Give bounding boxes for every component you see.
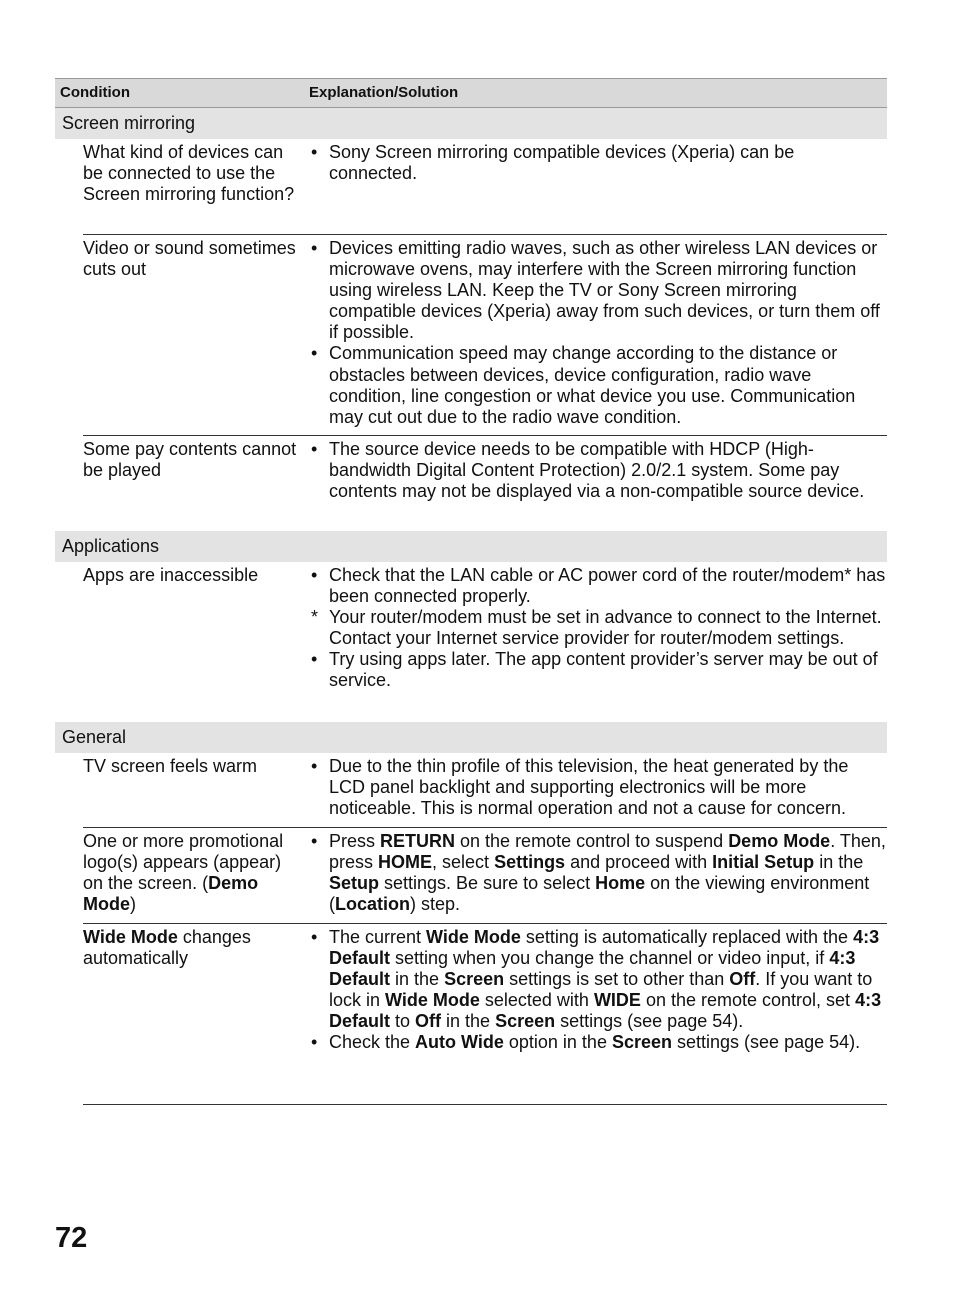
plain-text: on the remote control to suspend [455, 831, 729, 851]
emph-text: Screen [495, 1011, 556, 1032]
page-number: 72 [55, 1222, 88, 1254]
plain-text: settings. Be sure to select [379, 873, 596, 894]
bullet-marker: • [311, 756, 318, 776]
bullet-marker: • [311, 927, 318, 947]
plain-text: The current [329, 927, 427, 947]
plain-text: . If you want to lock in [329, 969, 873, 1011]
plain-text: , select [432, 852, 495, 873]
emph-text: 4:3 Default [329, 948, 856, 990]
condition-text: ) [130, 894, 136, 915]
list-item [309, 142, 887, 184]
item-text [329, 831, 886, 914]
list-item [309, 238, 887, 343]
emph-text: Demo Mode [728, 831, 831, 851]
emph-text: 4:3 Default [329, 990, 882, 1032]
condition-header: Condition [60, 84, 130, 101]
emph-text: WIDE [593, 990, 641, 1011]
condition-cell [83, 828, 301, 915]
condition-cell: Some pay contents cannot be played [83, 439, 297, 481]
section-title: Applications [62, 536, 160, 556]
explanation-cell [309, 562, 887, 699]
item-text [329, 1032, 860, 1052]
item-text: Try using apps later. The app content provider’s server may be out of service. [329, 649, 878, 691]
condition-cell: TV screen feels warm [83, 756, 258, 776]
plain-text: selected with [479, 990, 594, 1011]
emph-text: RETURN [380, 831, 456, 851]
item-text: The source device needs to be compatible with HDCP (High-bandwidth Digital Content Protection) 2.0/2.1 system. Some pay contents may not be displayed via a non-compatible source device. [329, 439, 865, 502]
plain-text: to [390, 1011, 416, 1032]
bullet-marker: • [311, 439, 318, 459]
section-title: Screen mirroring [62, 113, 196, 133]
plain-text: on the viewing environment ( [329, 873, 870, 915]
condition-emph: Demo Mode [83, 873, 259, 915]
emph-text: Wide Mode [426, 927, 521, 947]
explanation-cell [309, 139, 887, 191]
table-row [83, 235, 887, 436]
condition-cell: Apps are inaccessible [83, 565, 259, 585]
table-row [83, 924, 887, 1105]
condition-cell: What kind of devices can be connected to use the Screen mirroring function? [83, 142, 295, 205]
list-item [309, 649, 887, 691]
plain-text: in the [814, 852, 864, 873]
emph-text: Initial Setup [712, 852, 815, 873]
emph-text: Auto Wide [415, 1032, 504, 1053]
condition-cell [83, 924, 301, 969]
plain-text: on the remote control, set [640, 990, 856, 1011]
explanation-cell [309, 753, 887, 826]
emph-text: Wide Mode [385, 990, 480, 1011]
emph-text: Home [595, 873, 646, 894]
troubleshooting-table [55, 78, 887, 1105]
list-item [309, 565, 887, 607]
table-header [55, 78, 887, 108]
plain-text: and proceed with [565, 852, 713, 873]
plain-text: . Then, press [329, 831, 886, 873]
plain-text: setting is automatically replaced with the [520, 927, 854, 947]
item-text: Your router/modem must be set in advance to connect to the Internet. Contact your Internet service provider for router/modem settings. [329, 607, 882, 649]
table-row [83, 562, 887, 722]
list-item [309, 439, 887, 502]
emph-text: Location [335, 894, 410, 915]
bullet-marker: • [311, 343, 318, 364]
plain-text: in the [441, 1011, 496, 1032]
section-title: General [62, 727, 127, 747]
bullet-marker: • [311, 565, 318, 585]
item-text: Communication speed may change according to the distance or obstacles between devices, device configuration, radio wave condition, line congestion or what device you use. Communication may cut out due to the radio wave condition. [329, 343, 856, 427]
plain-text: ) step. [410, 894, 461, 915]
emph-text: 4:3 Default [329, 927, 880, 969]
table-row [83, 139, 887, 235]
condition-cell: Video or sound sometimes cuts out [83, 238, 296, 280]
section-screen-mirroring [55, 108, 887, 139]
section-general [55, 722, 887, 753]
section-applications [55, 531, 887, 562]
plain-text: settings (see page 54). [672, 1032, 861, 1053]
list-item [309, 756, 887, 819]
table-row [83, 436, 887, 531]
bullet-marker: • [311, 649, 318, 670]
list-item [309, 607, 887, 649]
bullet-marker: • [311, 142, 318, 162]
explanation-cell [309, 235, 887, 435]
explanation-cell [309, 828, 887, 922]
emph-text: Off [729, 969, 756, 990]
emph-text: Settings [494, 852, 566, 873]
bullet-marker: • [311, 1032, 318, 1053]
emph-text: Screen [611, 1032, 673, 1053]
explanation-cell [309, 436, 887, 509]
plain-text: option in the [503, 1032, 612, 1053]
plain-text: Check the [329, 1032, 416, 1053]
plain-text: setting when you change the channel or video input, if [390, 948, 830, 969]
plain-text: settings is set to other than [504, 969, 730, 990]
emph-text: Screen [444, 969, 505, 990]
condition-text: One or more promotional logo(s) appears (appear) on the screen. ( [83, 831, 284, 894]
plain-text: in the [390, 969, 445, 990]
item-text: Check that the LAN cable or AC power cord of the router/modem* has been connected properly. [329, 565, 886, 607]
table-row [83, 828, 887, 924]
list-item [309, 1032, 887, 1053]
emph-text: Setup [329, 873, 380, 894]
emph-text: Off [415, 1011, 442, 1032]
emph-text: HOME [378, 852, 433, 873]
condition-emph: Wide Mode [83, 927, 178, 947]
condition-text: changes automatically [83, 927, 251, 969]
list-item [309, 343, 887, 427]
bullet-marker: • [311, 238, 318, 258]
table-row [83, 753, 887, 828]
asterisk-marker: * [311, 607, 319, 628]
list-item [309, 927, 887, 1032]
item-text: Sony Screen mirroring compatible devices (Xperia) can be connected. [329, 142, 795, 184]
item-text: Devices emitting radio waves, such as other wireless LAN devices or microwave ovens, may interfere with the Screen mirroring function using wireless LAN. Keep the TV or Sony Screen mirroring compatible devices (Xperia) away from such devices, or turn them off if possible. [329, 238, 880, 343]
explanation-header: Explanation/Solution [309, 84, 459, 101]
plain-text: settings (see page 54). [555, 1011, 744, 1032]
item-text [329, 927, 881, 1031]
bullet-marker: • [311, 831, 318, 851]
item-text: Due to the thin profile of this television, the heat generated by the LCD panel backlight and supporting electronics will be more noticeable. This is normal operation and not a cause for concern. [329, 756, 849, 819]
list-item [309, 831, 887, 915]
plain-text: Press [329, 831, 381, 851]
explanation-cell [309, 924, 887, 1061]
